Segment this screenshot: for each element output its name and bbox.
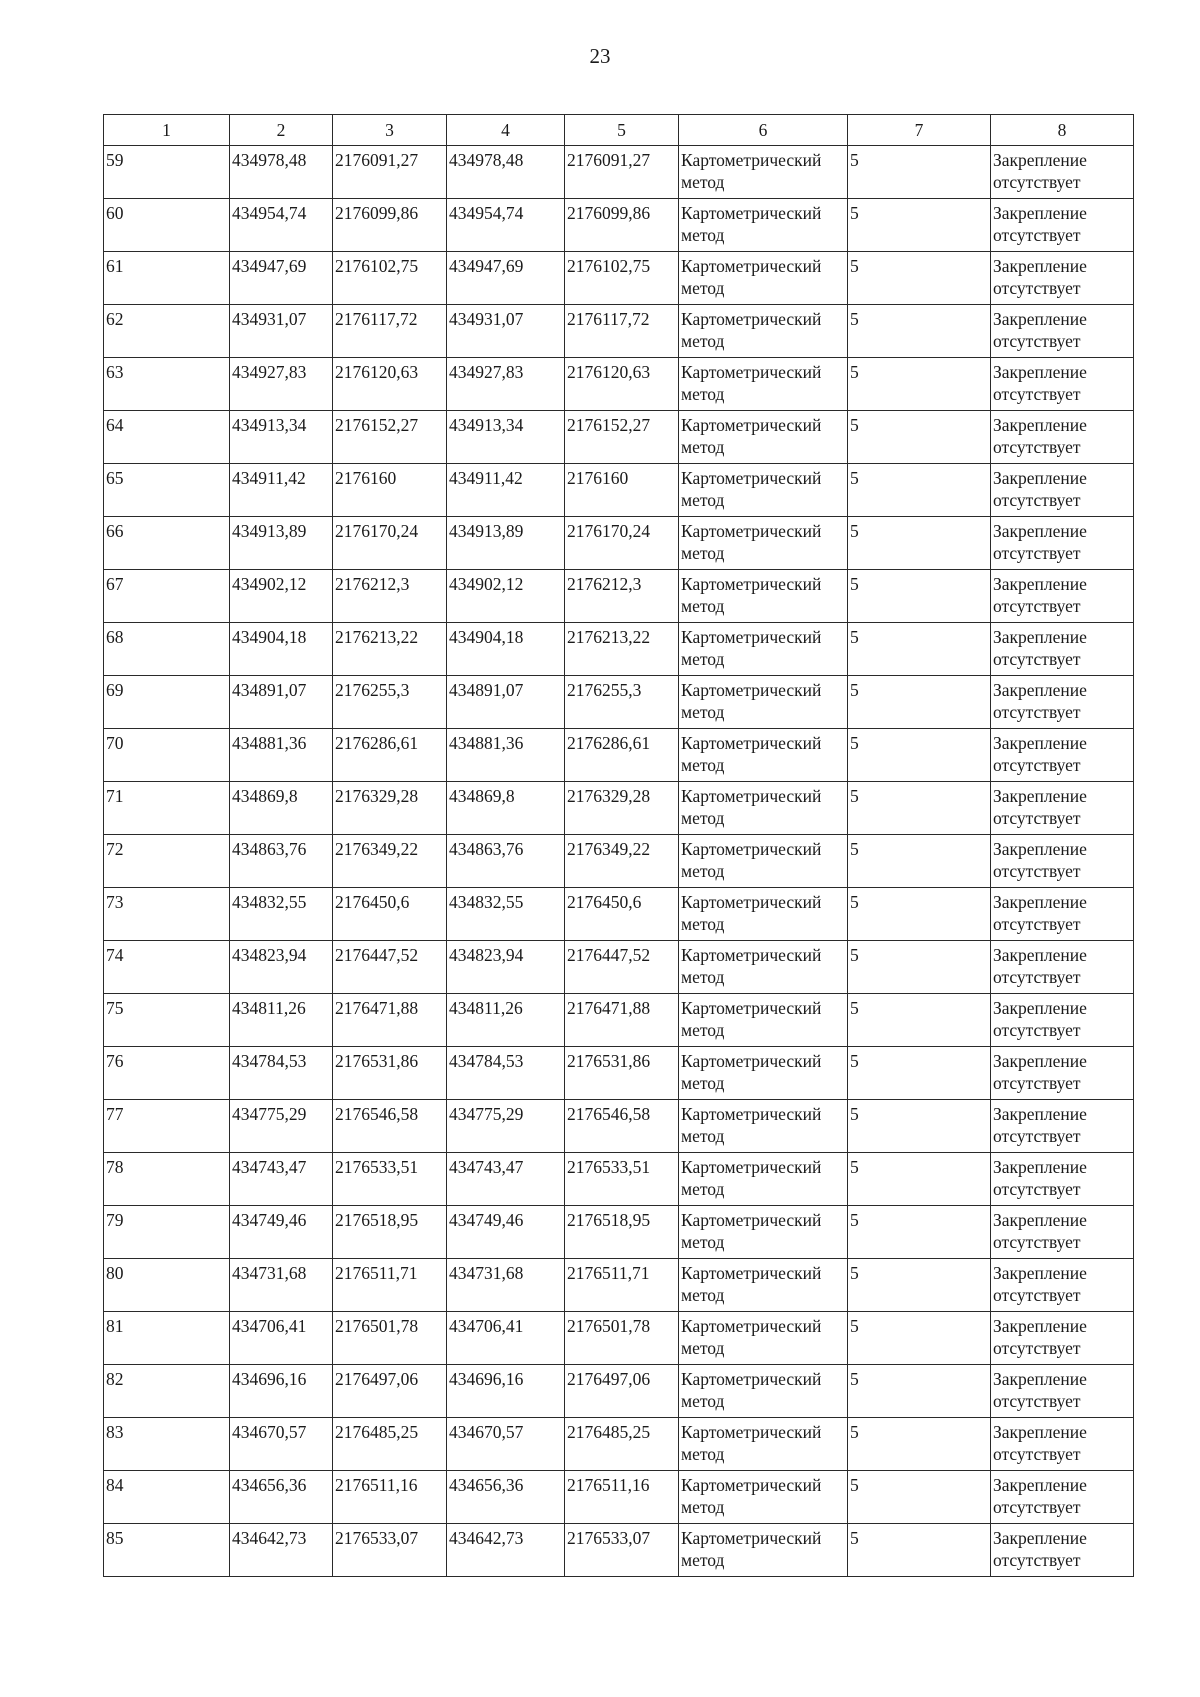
cell-x-new: 434775,29	[447, 1100, 565, 1153]
column-header-5: 5	[565, 115, 679, 146]
cell-point-number: 64	[104, 411, 230, 464]
cell-fixation: Закрепление отсутствует	[991, 888, 1134, 941]
cell-accuracy: 5	[848, 782, 991, 835]
cell-x-new: 434749,46	[447, 1206, 565, 1259]
cell-y-new: 2176531,86	[565, 1047, 679, 1100]
cell-x-new: 434947,69	[447, 252, 565, 305]
table-row	[104, 517, 1134, 570]
cell-point-number: 84	[104, 1471, 230, 1524]
cell-point-number: 75	[104, 994, 230, 1047]
cell-accuracy: 5	[848, 941, 991, 994]
table-row	[104, 888, 1134, 941]
table-row	[104, 676, 1134, 729]
cell-y-old: 2176533,51	[333, 1153, 447, 1206]
cell-y-new: 2176120,63	[565, 358, 679, 411]
cell-fixation: Закрепление отсутствует	[991, 1312, 1134, 1365]
cell-method: Картометрический метод	[679, 1259, 848, 1312]
cell-y-new: 2176447,52	[565, 941, 679, 994]
cell-fixation: Закрепление отсутствует	[991, 252, 1134, 305]
cell-x-new: 434784,53	[447, 1047, 565, 1100]
table-row	[104, 1524, 1134, 1577]
cell-point-number: 65	[104, 464, 230, 517]
table-row	[104, 1206, 1134, 1259]
cell-y-old: 2176533,07	[333, 1524, 447, 1577]
cell-accuracy: 5	[848, 199, 991, 252]
cell-x-new: 434832,55	[447, 888, 565, 941]
cell-fixation: Закрепление отсутствует	[991, 835, 1134, 888]
cell-y-new: 2176329,28	[565, 782, 679, 835]
cell-fixation: Закрепление отсутствует	[991, 1206, 1134, 1259]
cell-point-number: 83	[104, 1418, 230, 1471]
cell-x-old: 434749,46	[230, 1206, 333, 1259]
column-header-1: 1	[104, 115, 230, 146]
cell-method: Картометрический метод	[679, 941, 848, 994]
cell-point-number: 81	[104, 1312, 230, 1365]
cell-fixation: Закрепление отсутствует	[991, 941, 1134, 994]
cell-x-new: 434869,8	[447, 782, 565, 835]
cell-x-new: 434891,07	[447, 676, 565, 729]
cell-x-old: 434978,48	[230, 146, 333, 199]
cell-y-new: 2176099,86	[565, 199, 679, 252]
cell-x-new: 434743,47	[447, 1153, 565, 1206]
cell-method: Картометрический метод	[679, 1312, 848, 1365]
cell-fixation: Закрепление отсутствует	[991, 1365, 1134, 1418]
table-row	[104, 1471, 1134, 1524]
cell-fixation: Закрепление отсутствует	[991, 994, 1134, 1047]
cell-point-number: 69	[104, 676, 230, 729]
cell-x-new: 434863,76	[447, 835, 565, 888]
cell-fixation: Закрепление отсутствует	[991, 411, 1134, 464]
cell-y-old: 2176091,27	[333, 146, 447, 199]
cell-y-new: 2176511,71	[565, 1259, 679, 1312]
cell-y-new: 2176501,78	[565, 1312, 679, 1365]
cell-y-new: 2176471,88	[565, 994, 679, 1047]
cell-x-old: 434891,07	[230, 676, 333, 729]
cell-x-old: 434931,07	[230, 305, 333, 358]
cell-y-new: 2176286,61	[565, 729, 679, 782]
cell-fixation: Закрепление отсутствует	[991, 464, 1134, 517]
table-row	[104, 941, 1134, 994]
cell-x-new: 434927,83	[447, 358, 565, 411]
table-row	[104, 994, 1134, 1047]
cell-point-number: 70	[104, 729, 230, 782]
cell-fixation: Закрепление отсутствует	[991, 623, 1134, 676]
cell-accuracy: 5	[848, 1471, 991, 1524]
cell-accuracy: 5	[848, 570, 991, 623]
cell-x-old: 434642,73	[230, 1524, 333, 1577]
cell-method: Картометрический метод	[679, 358, 848, 411]
cell-accuracy: 5	[848, 1100, 991, 1153]
cell-point-number: 60	[104, 199, 230, 252]
cell-x-old: 434913,89	[230, 517, 333, 570]
cell-x-new: 434642,73	[447, 1524, 565, 1577]
cell-x-old: 434743,47	[230, 1153, 333, 1206]
cell-y-old: 2176329,28	[333, 782, 447, 835]
cell-accuracy: 5	[848, 835, 991, 888]
cell-x-new: 434670,57	[447, 1418, 565, 1471]
cell-x-new: 434656,36	[447, 1471, 565, 1524]
cell-accuracy: 5	[848, 411, 991, 464]
cell-point-number: 68	[104, 623, 230, 676]
cell-accuracy: 5	[848, 994, 991, 1047]
cell-y-old: 2176511,16	[333, 1471, 447, 1524]
cell-x-old: 434954,74	[230, 199, 333, 252]
cell-fixation: Закрепление отсутствует	[991, 1153, 1134, 1206]
cell-x-old: 434784,53	[230, 1047, 333, 1100]
cell-fixation: Закрепление отсутствует	[991, 305, 1134, 358]
cell-y-new: 2176255,3	[565, 676, 679, 729]
cell-x-old: 434881,36	[230, 729, 333, 782]
cell-x-new: 434811,26	[447, 994, 565, 1047]
table-row	[104, 252, 1134, 305]
page-number: 23	[589, 44, 611, 68]
column-header-4: 4	[447, 115, 565, 146]
table-row	[104, 305, 1134, 358]
table-row	[104, 199, 1134, 252]
cell-x-old: 434869,8	[230, 782, 333, 835]
column-header-8: 8	[991, 115, 1134, 146]
table-row	[104, 464, 1134, 517]
cell-x-old: 434927,83	[230, 358, 333, 411]
cell-method: Картометрический метод	[679, 570, 848, 623]
cell-accuracy: 5	[848, 1206, 991, 1259]
cell-x-old: 434775,29	[230, 1100, 333, 1153]
column-header-7: 7	[848, 115, 991, 146]
cell-method: Картометрический метод	[679, 888, 848, 941]
cell-y-new: 2176152,27	[565, 411, 679, 464]
cell-y-old: 2176213,22	[333, 623, 447, 676]
cell-x-old: 434947,69	[230, 252, 333, 305]
column-header-6: 6	[679, 115, 848, 146]
cell-x-old: 434863,76	[230, 835, 333, 888]
cell-y-old: 2176501,78	[333, 1312, 447, 1365]
cell-x-new: 434706,41	[447, 1312, 565, 1365]
cell-method: Картометрический метод	[679, 1471, 848, 1524]
cell-fixation: Закрепление отсутствует	[991, 676, 1134, 729]
cell-point-number: 80	[104, 1259, 230, 1312]
cell-point-number: 61	[104, 252, 230, 305]
cell-accuracy: 5	[848, 1047, 991, 1100]
cell-method: Картометрический метод	[679, 1047, 848, 1100]
cell-point-number: 72	[104, 835, 230, 888]
cell-x-new: 434731,68	[447, 1259, 565, 1312]
cell-point-number: 85	[104, 1524, 230, 1577]
cell-y-old: 2176518,95	[333, 1206, 447, 1259]
table-row	[104, 1153, 1134, 1206]
table-row	[104, 835, 1134, 888]
cell-accuracy: 5	[848, 1418, 991, 1471]
table-row	[104, 729, 1134, 782]
table-row	[104, 570, 1134, 623]
cell-fixation: Закрепление отсутствует	[991, 517, 1134, 570]
cell-accuracy: 5	[848, 305, 991, 358]
cell-y-old: 2176531,86	[333, 1047, 447, 1100]
column-header-3: 3	[333, 115, 447, 146]
cell-y-old: 2176511,71	[333, 1259, 447, 1312]
cell-y-old: 2176255,3	[333, 676, 447, 729]
cell-accuracy: 5	[848, 517, 991, 570]
cell-y-new: 2176091,27	[565, 146, 679, 199]
cell-x-old: 434911,42	[230, 464, 333, 517]
cell-accuracy: 5	[848, 676, 991, 729]
cell-y-new: 2176349,22	[565, 835, 679, 888]
cell-accuracy: 5	[848, 1365, 991, 1418]
table-row	[104, 1047, 1134, 1100]
cell-point-number: 74	[104, 941, 230, 994]
cell-x-new: 434954,74	[447, 199, 565, 252]
cell-accuracy: 5	[848, 252, 991, 305]
cell-x-old: 434656,36	[230, 1471, 333, 1524]
table-row	[104, 411, 1134, 464]
cell-y-new: 2176511,16	[565, 1471, 679, 1524]
cell-y-old: 2176497,06	[333, 1365, 447, 1418]
cell-point-number: 67	[104, 570, 230, 623]
cell-method: Картометрический метод	[679, 782, 848, 835]
cell-point-number: 78	[104, 1153, 230, 1206]
cell-y-new: 2176160	[565, 464, 679, 517]
table-row	[104, 1259, 1134, 1312]
cell-y-old: 2176160	[333, 464, 447, 517]
cell-y-new: 2176497,06	[565, 1365, 679, 1418]
cell-y-old: 2176170,24	[333, 517, 447, 570]
cell-y-new: 2176102,75	[565, 252, 679, 305]
cell-accuracy: 5	[848, 888, 991, 941]
cell-method: Картометрический метод	[679, 305, 848, 358]
cell-y-old: 2176485,25	[333, 1418, 447, 1471]
cell-y-old: 2176152,27	[333, 411, 447, 464]
cell-fixation: Закрепление отсутствует	[991, 1418, 1134, 1471]
cell-method: Картометрический метод	[679, 252, 848, 305]
cell-y-old: 2176349,22	[333, 835, 447, 888]
cell-method: Картометрический метод	[679, 729, 848, 782]
cell-x-old: 434696,16	[230, 1365, 333, 1418]
cell-y-old: 2176447,52	[333, 941, 447, 994]
column-header-2: 2	[230, 115, 333, 146]
cell-method: Картометрический метод	[679, 1100, 848, 1153]
cell-point-number: 79	[104, 1206, 230, 1259]
cell-y-new: 2176117,72	[565, 305, 679, 358]
cell-fixation: Закрепление отсутствует	[991, 1047, 1134, 1100]
cell-accuracy: 5	[848, 1524, 991, 1577]
cell-x-old: 434706,41	[230, 1312, 333, 1365]
cell-x-old: 434670,57	[230, 1418, 333, 1471]
cell-x-new: 434823,94	[447, 941, 565, 994]
cell-fixation: Закрепление отсутствует	[991, 570, 1134, 623]
cell-fixation: Закрепление отсутствует	[991, 146, 1134, 199]
cell-fixation: Закрепление отсутствует	[991, 1524, 1134, 1577]
cell-point-number: 71	[104, 782, 230, 835]
cell-y-old: 2176099,86	[333, 199, 447, 252]
cell-x-old: 434904,18	[230, 623, 333, 676]
cell-accuracy: 5	[848, 1259, 991, 1312]
cell-fixation: Закрепление отсутствует	[991, 1259, 1134, 1312]
cell-point-number: 77	[104, 1100, 230, 1153]
table-row	[104, 1100, 1134, 1153]
coordinates-table	[103, 114, 1134, 1577]
cell-y-old: 2176120,63	[333, 358, 447, 411]
cell-method: Картометрический метод	[679, 146, 848, 199]
cell-method: Картометрический метод	[679, 676, 848, 729]
cell-x-old: 434902,12	[230, 570, 333, 623]
cell-fixation: Закрепление отсутствует	[991, 1100, 1134, 1153]
cell-fixation: Закрепление отсутствует	[991, 358, 1134, 411]
cell-method: Картометрический метод	[679, 517, 848, 570]
table-row	[104, 358, 1134, 411]
cell-accuracy: 5	[848, 729, 991, 782]
cell-method: Картометрический метод	[679, 199, 848, 252]
cell-point-number: 76	[104, 1047, 230, 1100]
cell-method: Картометрический метод	[679, 1206, 848, 1259]
cell-x-new: 434904,18	[447, 623, 565, 676]
cell-y-new: 2176485,25	[565, 1418, 679, 1471]
header-row	[104, 115, 1134, 146]
table-body	[104, 146, 1134, 1577]
cell-x-new: 434931,07	[447, 305, 565, 358]
cell-fixation: Закрепление отсутствует	[991, 729, 1134, 782]
cell-x-old: 434832,55	[230, 888, 333, 941]
cell-accuracy: 5	[848, 358, 991, 411]
table-row	[104, 623, 1134, 676]
cell-point-number: 59	[104, 146, 230, 199]
cell-y-old: 2176286,61	[333, 729, 447, 782]
cell-y-new: 2176212,3	[565, 570, 679, 623]
cell-accuracy: 5	[848, 623, 991, 676]
table-row	[104, 782, 1134, 835]
cell-y-old: 2176471,88	[333, 994, 447, 1047]
table-row	[104, 146, 1134, 199]
cell-x-new: 434902,12	[447, 570, 565, 623]
cell-x-old: 434811,26	[230, 994, 333, 1047]
cell-x-new: 434696,16	[447, 1365, 565, 1418]
cell-x-new: 434913,89	[447, 517, 565, 570]
cell-method: Картометрический метод	[679, 1418, 848, 1471]
cell-method: Картометрический метод	[679, 1365, 848, 1418]
cell-y-new: 2176450,6	[565, 888, 679, 941]
cell-method: Картометрический метод	[679, 464, 848, 517]
cell-y-new: 2176170,24	[565, 517, 679, 570]
cell-accuracy: 5	[848, 1312, 991, 1365]
cell-point-number: 63	[104, 358, 230, 411]
cell-x-new: 434911,42	[447, 464, 565, 517]
cell-accuracy: 5	[848, 464, 991, 517]
cell-x-old: 434731,68	[230, 1259, 333, 1312]
cell-method: Картометрический метод	[679, 1153, 848, 1206]
cell-accuracy: 5	[848, 1153, 991, 1206]
cell-y-new: 2176213,22	[565, 623, 679, 676]
cell-x-new: 434881,36	[447, 729, 565, 782]
table-row	[104, 1418, 1134, 1471]
cell-fixation: Закрепление отсутствует	[991, 199, 1134, 252]
cell-method: Картометрический метод	[679, 1524, 848, 1577]
cell-accuracy: 5	[848, 146, 991, 199]
cell-y-old: 2176102,75	[333, 252, 447, 305]
cell-fixation: Закрепление отсутствует	[991, 782, 1134, 835]
cell-x-old: 434913,34	[230, 411, 333, 464]
cell-x-old: 434823,94	[230, 941, 333, 994]
cell-method: Картометрический метод	[679, 623, 848, 676]
cell-method: Картометрический метод	[679, 835, 848, 888]
cell-y-old: 2176546,58	[333, 1100, 447, 1153]
cell-point-number: 62	[104, 305, 230, 358]
table-header	[104, 115, 1134, 146]
table-row	[104, 1365, 1134, 1418]
cell-x-new: 434913,34	[447, 411, 565, 464]
cell-y-old: 2176450,6	[333, 888, 447, 941]
cell-y-new: 2176533,07	[565, 1524, 679, 1577]
table-row	[104, 1312, 1134, 1365]
cell-point-number: 73	[104, 888, 230, 941]
cell-point-number: 66	[104, 517, 230, 570]
cell-point-number: 82	[104, 1365, 230, 1418]
cell-y-new: 2176533,51	[565, 1153, 679, 1206]
cell-fixation: Закрепление отсутствует	[991, 1471, 1134, 1524]
cell-y-new: 2176546,58	[565, 1100, 679, 1153]
cell-y-old: 2176117,72	[333, 305, 447, 358]
cell-y-new: 2176518,95	[565, 1206, 679, 1259]
cell-method: Картометрический метод	[679, 411, 848, 464]
cell-y-old: 2176212,3	[333, 570, 447, 623]
cell-method: Картометрический метод	[679, 994, 848, 1047]
cell-x-new: 434978,48	[447, 146, 565, 199]
